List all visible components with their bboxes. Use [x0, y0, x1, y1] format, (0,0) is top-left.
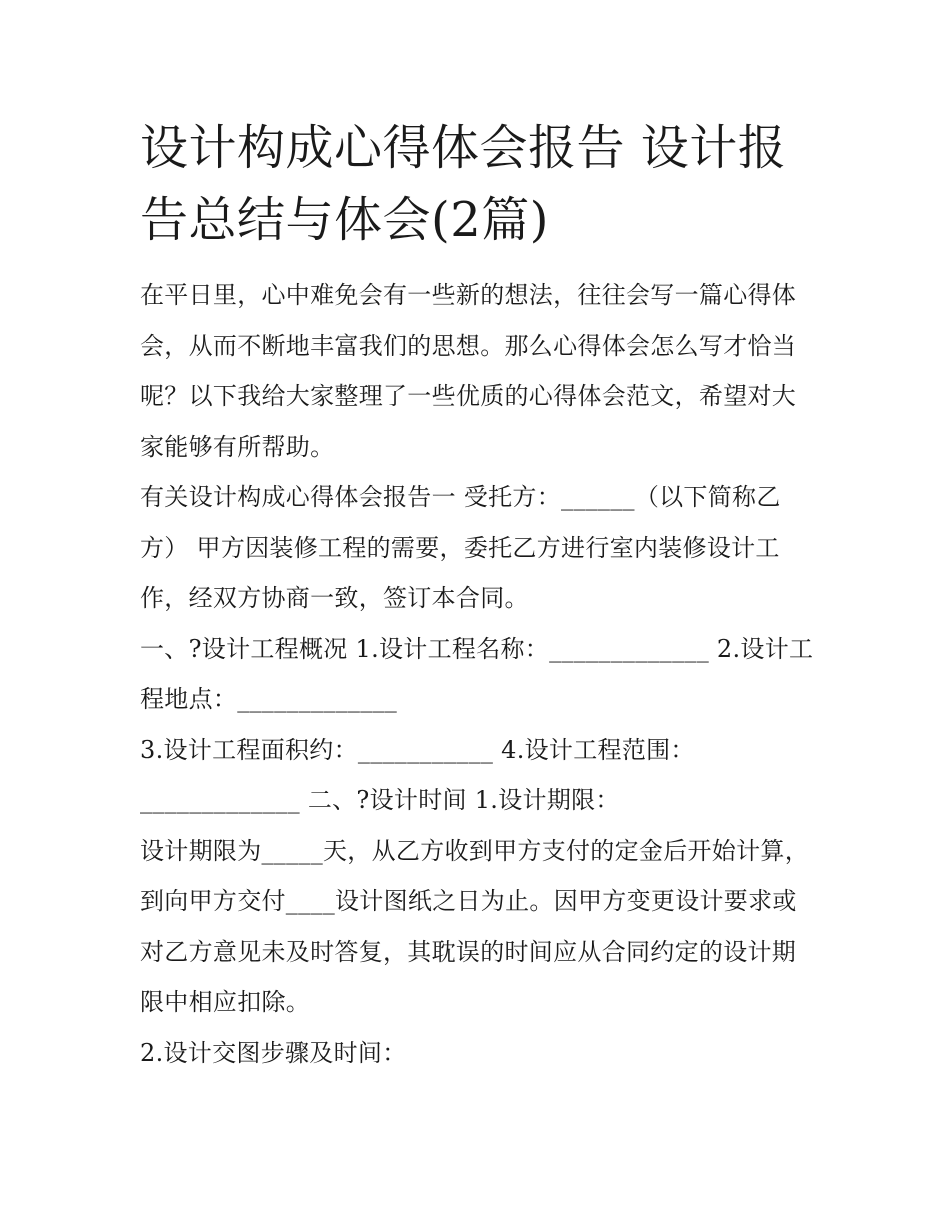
document-title: 设计构成心得体会报告 设计报告总结与体会(2篇): [140, 120, 787, 248]
intro-paragraph: 在平日里，心中难免会有一些新的想法，往往会写一篇心得体会，从而不断地丰富我们的思想。那么心得体会怎么写才恰当呢？以下我给大家整理了一些优质的心得体会范文，希望对大家能够有所帮助。: [140, 281, 797, 461]
document-page: [140, 112, 820, 1078]
contract-intro-paragraph: 有关设计构成心得体会报告一 受托方：______（以下简称乙方） 甲方因装修工程的需要，委托乙方进行室内装修设计工作，经双方协商一致，签订本合同。: [140, 483, 781, 612]
design-period-paragraph: 设计期限为_____天，从乙方收到甲方支付的定金后开始计算，到向甲方交付____设计图纸之日为止。因甲方变更设计要求或对乙方意见未及时答复，其耽误的时间应从合同约定的设计期限中相应扣除。: [140, 836, 809, 1016]
delivery-steps-paragraph: 2.设计交图步骤及时间：: [140, 1038, 407, 1067]
project-scope-paragraph: 3.设计工程面积约：___________ 4.设计工程范围：_____________ 二、?设计时间 1.设计期限：: [140, 735, 695, 814]
project-overview-paragraph: 一、?设计工程概况 1.设计工程名称：_____________ 2.设计工程地点：_____________: [140, 634, 814, 713]
